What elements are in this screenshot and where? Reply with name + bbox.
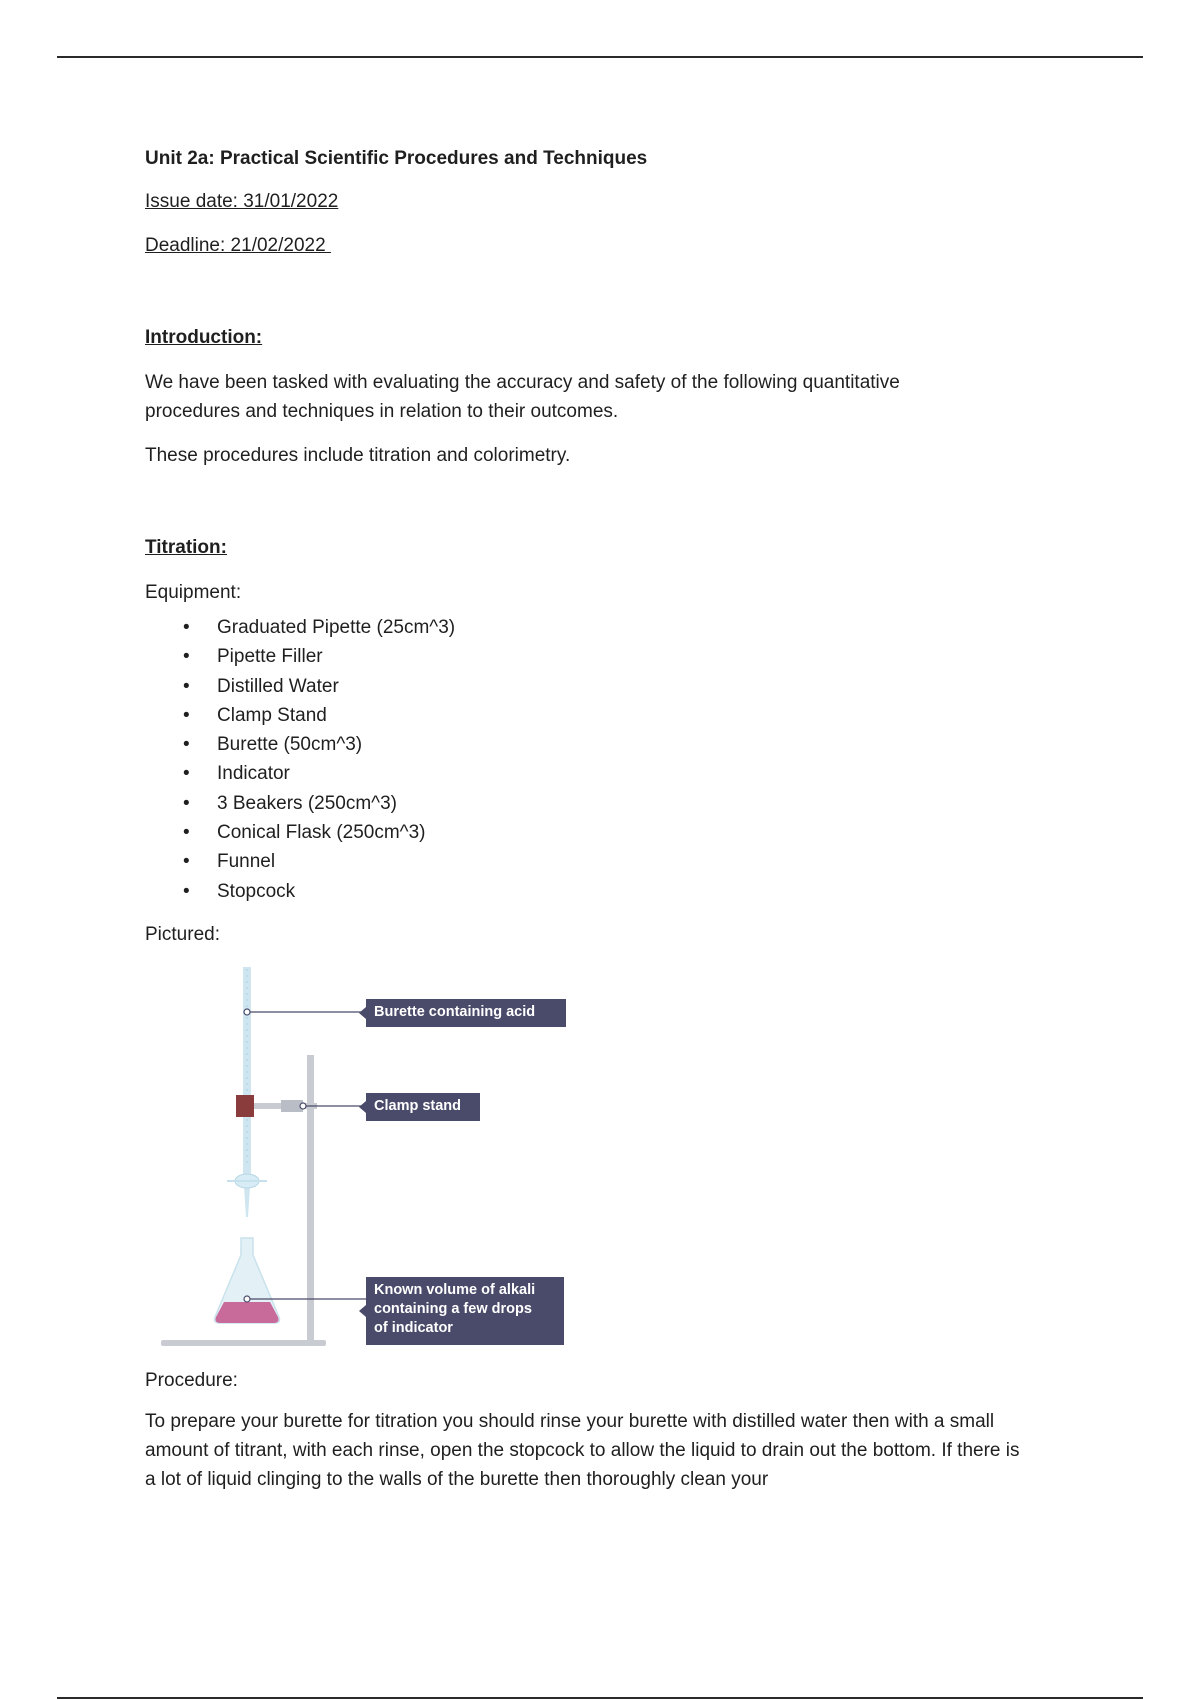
procedure-label: Procedure: [145, 1369, 238, 1391]
clamp-jaw [236, 1095, 254, 1117]
pictured-label: Pictured: [145, 923, 220, 945]
introduction-paragraph-1: We have been tasked with evaluating the accuracy and safety of the following quantitative procedures and techniques in relation to their outcomes. [145, 372, 900, 422]
list-item: • Indicator [145, 759, 1045, 788]
flask-label-line-1: Known volume of alkali [374, 1281, 536, 1298]
spacer [145, 275, 1045, 323]
flask-label [366, 1277, 564, 1345]
document-body [145, 144, 1045, 1509]
header-rule [57, 56, 1143, 58]
titration-heading: Titration: [145, 537, 227, 558]
flask-liquid [216, 1302, 279, 1323]
list-item: • Graduated Pipette (25cm^3) [145, 613, 1045, 642]
titration-diagram [161, 955, 581, 1360]
introduction-heading: Introduction: [145, 327, 263, 348]
list-item: • Conical Flask (250cm^3) [145, 818, 1045, 847]
list-item: • Funnel [145, 847, 1045, 876]
issue-date: Issue date: 31/01/2022 [145, 191, 339, 212]
introduction-paragraph-2: These procedures include titration and colorimetry. [145, 445, 571, 466]
equipment-list [145, 613, 1045, 906]
flask-label-line-3: of indicator [374, 1319, 453, 1336]
document-title: Unit 2a: Practical Scientific Procedures and Techniques [145, 148, 648, 169]
footer-rule [57, 1697, 1143, 1699]
list-item: • Distilled Water [145, 672, 1045, 701]
list-item: • Stopcock [145, 877, 1045, 906]
spacer [145, 485, 1045, 533]
procedure-paragraph: To prepare your burette for titration you should rinse your burette with distilled water then with a small amount of titrant, with each rinse, open the stopcock to allow the liquid to drain out the bottom. If there is a lot of liquid clinging to the walls of the burette then thoroughly clean your [145, 1410, 1020, 1490]
clamp-stand-label: Clamp stand [366, 1093, 480, 1121]
list-item: • Pipette Filler [145, 642, 1045, 671]
list-item: • 3 Beakers (250cm^3) [145, 789, 1045, 818]
list-item: • Burette (50cm^3) [145, 730, 1045, 759]
stand-rod [307, 1055, 314, 1343]
list-item: • Clamp Stand [145, 701, 1045, 730]
equipment-label: Equipment: [145, 582, 242, 603]
stand-base [161, 1340, 326, 1346]
flask-label-line-2: containing a few drops [374, 1300, 532, 1317]
burette-label: Burette containing acid [366, 999, 566, 1027]
deadline-date: Deadline: 21/02/2022 [145, 235, 331, 256]
burette-tube [243, 967, 251, 1172]
